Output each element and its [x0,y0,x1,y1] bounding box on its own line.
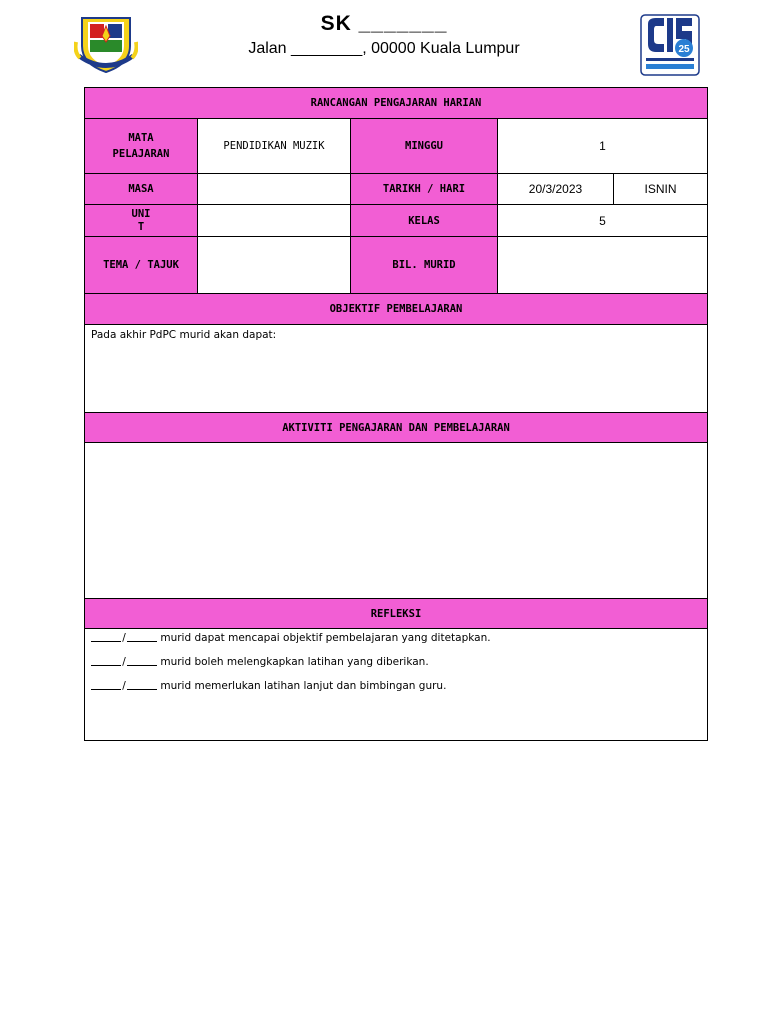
subject-label-line2: PELAJARAN [112,148,170,160]
day-value[interactable]: ISNIN [614,174,707,205]
student-count-label: BIL. MURID [351,237,498,294]
objectives-intro: Pada akhir PdPC murid akan dapat: [91,329,277,341]
unit-label-line1: UNI [131,207,151,220]
form-title: RANCANGAN PENGAJARAN HARIAN [85,88,707,119]
reflection-line-text: murid boleh melengkapkan latihan yang diberikan. [160,656,429,668]
time-label: MASA [85,174,198,205]
reflection-blank-achieved[interactable] [91,655,121,666]
reflection-line-text: murid dapat mencapai objektif pembelajaran yang ditetapkan. [160,632,491,644]
topic-label: TEMA / TAJUK [85,237,198,294]
activities-heading: AKTIVITI PENGAJARAN DAN PEMBELAJARAN [85,413,707,443]
reflection-blank-total[interactable] [127,655,157,666]
school-name: SK _______ [320,12,448,35]
date-value[interactable]: 20/3/2023 [498,174,614,205]
week-label: MINGGU [351,119,498,174]
ministry-logo-icon [640,14,700,76]
reflection-blank-total[interactable] [127,631,157,642]
date-day-label: TARIKH / HARI [351,174,498,205]
week-value[interactable]: 1 [498,119,707,174]
activities-area[interactable] [85,443,707,599]
reflection-area [85,629,707,740]
lesson-plan-form [84,87,708,741]
reflection-line: / murid memerlukan latihan lanjut dan bimbingan guru. [91,679,446,692]
subject-value[interactable]: PENDIDIKAN MUZIK [198,119,351,174]
reflection-blank-total[interactable] [127,679,157,690]
subject-label [85,119,198,174]
reflection-line: / murid boleh melengkapkan latihan yang diberikan. [91,655,429,668]
topic-value[interactable] [198,237,351,294]
reflection-blank-achieved[interactable] [91,679,121,690]
svg-text:25: 25 [678,44,690,55]
class-value[interactable]: 5 [498,205,707,237]
reflection-line: / murid dapat mencapai objektif pembelajaran yang ditetapkan. [91,631,491,644]
subject-label-line1: MATA [128,132,154,144]
unit-label-line2: T [137,220,145,233]
objectives-heading: OBJEKTIF PEMBELAJARAN [85,294,707,325]
student-count-value[interactable] [498,237,707,294]
school-address: Jalan ________, 00000 Kuala Lumpur [248,40,520,57]
unit-label [85,205,198,237]
time-value[interactable] [198,174,351,205]
objectives-area[interactable] [85,325,707,413]
unit-value[interactable] [198,205,351,237]
class-label: KELAS [351,205,498,237]
reflection-heading: REFLEKSI [85,599,707,629]
reflection-line-text: murid memerlukan latihan lanjut dan bimbingan guru. [160,680,447,692]
reflection-blank-achieved[interactable] [91,631,121,642]
